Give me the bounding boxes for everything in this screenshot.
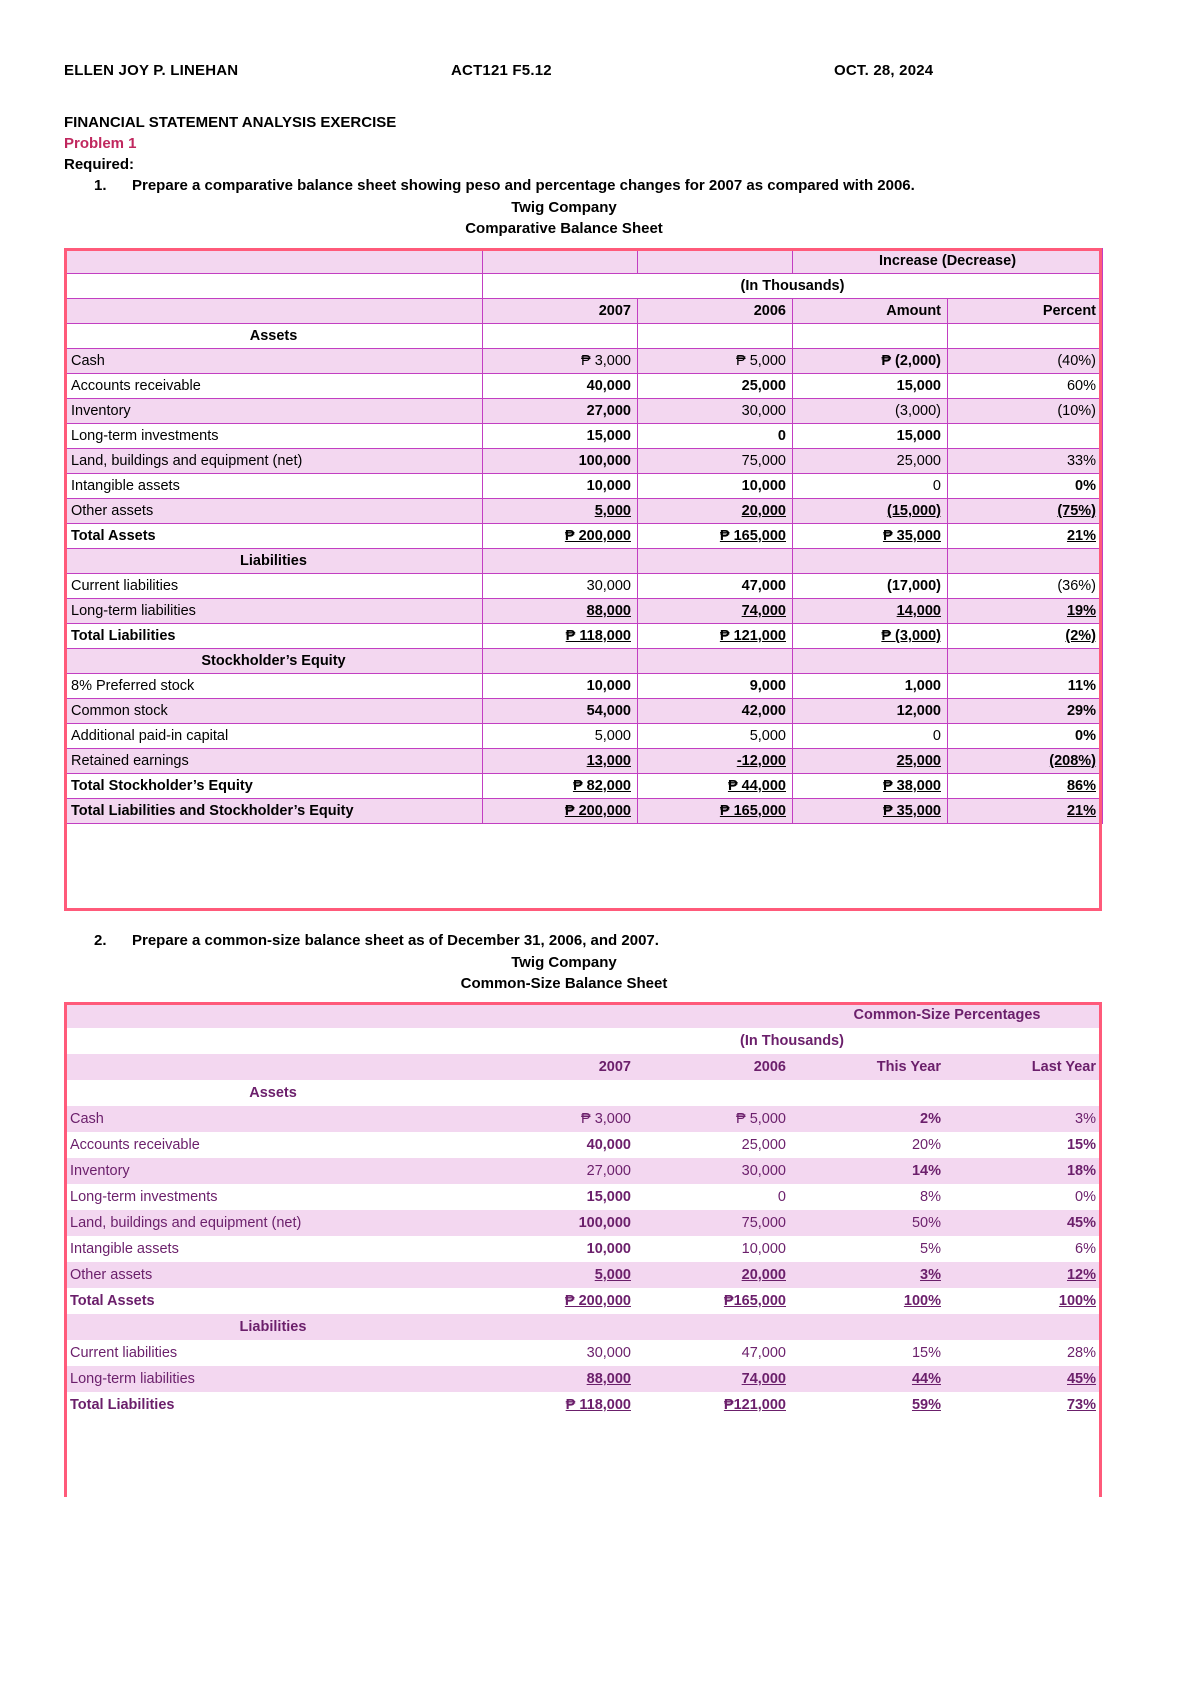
t1-cell-percent: (36%) — [948, 574, 1103, 599]
t2-row-label: Intangible assets — [64, 1236, 482, 1262]
t1-cell-2006: 5,000 — [638, 724, 793, 749]
t1-sect3-b — [483, 649, 638, 674]
t1-cell-2007: ₱ 82,000 — [483, 774, 638, 799]
t1-row-label: Current liabilities — [65, 574, 483, 599]
t2-cell-2006: 10,000 — [637, 1236, 792, 1262]
t2-cell-last-year: 15% — [947, 1132, 1102, 1158]
t1-cell-2007: 88,000 — [483, 599, 638, 624]
t2-sect-b — [482, 1080, 637, 1106]
t1-sect3-e — [948, 649, 1103, 674]
table-row — [65, 499, 1103, 524]
t1-cell-amount: 0 — [793, 724, 948, 749]
t1-cell-amount: 12,000 — [793, 699, 948, 724]
t2-cell-this-year: 2% — [792, 1106, 947, 1132]
t1-cell-2006: 42,000 — [638, 699, 793, 724]
t2-cell-2006: 0 — [637, 1184, 792, 1210]
t2-sect2-e — [947, 1314, 1102, 1340]
t2-row-label: Total Liabilities — [64, 1392, 482, 1418]
t2-cell-2006: ₱165,000 — [637, 1288, 792, 1314]
t2-cell-this-year: 14% — [792, 1158, 947, 1184]
t1-row-label: Cash — [65, 349, 483, 374]
t2-sect2-c — [637, 1314, 792, 1340]
t1-cell-2007: ₱ 200,000 — [483, 799, 638, 824]
t1-row-label: Total Liabilities and Stockholder’s Equity — [65, 799, 483, 824]
table-row — [65, 624, 1103, 649]
table1-statement-title: Comparative Balance Sheet — [465, 220, 663, 237]
t1-cell-percent: 86% — [948, 774, 1103, 799]
t2-row-label: Other assets — [64, 1262, 482, 1288]
t1-cell-percent: 0% — [948, 474, 1103, 499]
t2-col-head-2006: 2006 — [637, 1054, 792, 1080]
t2-cell-last-year: 73% — [947, 1392, 1102, 1418]
t1-sect2-d — [793, 549, 948, 574]
t1-cell-2007: 27,000 — [483, 399, 638, 424]
t1-blank-b1 — [483, 249, 638, 274]
t1-col-head-amount: Amount — [793, 299, 948, 324]
table-row — [65, 449, 1103, 474]
requirement-1-number: 1. — [94, 177, 107, 194]
t2-cell-2006: ₱ 5,000 — [637, 1106, 792, 1132]
table-row — [64, 1366, 1102, 1392]
t2-cell-2007: 40,000 — [482, 1132, 637, 1158]
t2-cell-2006: 30,000 — [637, 1158, 792, 1184]
table-row — [65, 574, 1103, 599]
table-row — [64, 1210, 1102, 1236]
t2-col-head-last-year: Last Year — [947, 1054, 1102, 1080]
t2-blank-b1 — [482, 1002, 637, 1028]
t1-cell-amount: 14,000 — [793, 599, 948, 624]
table-row — [65, 674, 1103, 699]
t1-cell-2006: 0 — [638, 424, 793, 449]
table-row — [64, 1158, 1102, 1184]
t1-cell-2006: ₱ 165,000 — [638, 799, 793, 824]
table1-company: Twig Company — [511, 199, 617, 216]
t2-row-label: Long-term liabilities — [64, 1366, 482, 1392]
t1-sect2-c — [638, 549, 793, 574]
t1-cell-percent — [948, 424, 1103, 449]
t1-cell-2007: 54,000 — [483, 699, 638, 724]
t2-cell-2007: 27,000 — [482, 1158, 637, 1184]
t2-cell-2007: ₱ 118,000 — [482, 1392, 637, 1418]
table2-statement-title: Common-Size Balance Sheet — [460, 975, 668, 992]
comparative-balance-sheet-table — [64, 248, 1103, 824]
t1-cell-percent: 0% — [948, 724, 1103, 749]
table-row — [65, 249, 1103, 274]
t1-cell-2007: 13,000 — [483, 749, 638, 774]
t1-cell-amount: ₱ 35,000 — [793, 799, 948, 824]
t1-cell-2006: 10,000 — [638, 474, 793, 499]
t2-cell-2006: 74,000 — [637, 1366, 792, 1392]
t1-cell-amount: (3,000) — [793, 399, 948, 424]
section-header-row — [64, 1314, 1102, 1340]
table-row — [65, 274, 1103, 299]
t2-cell-this-year: 44% — [792, 1366, 947, 1392]
t1-col-head-2007: 2007 — [483, 299, 638, 324]
t1-cell-2006: 9,000 — [638, 674, 793, 699]
section-header-row — [65, 649, 1103, 674]
t1-col-head-0 — [65, 299, 483, 324]
t2-cell-this-year: 50% — [792, 1210, 947, 1236]
t2-cell-2007: 100,000 — [482, 1210, 637, 1236]
t1-section-liabilities: Liabilities — [65, 549, 483, 574]
t1-cell-2006: ₱ 165,000 — [638, 524, 793, 549]
t2-cell-2006: 20,000 — [637, 1262, 792, 1288]
t1-span-header: Increase (Decrease) — [793, 249, 1103, 274]
section-header-row — [65, 324, 1103, 349]
t2-blank-a2 — [64, 1028, 482, 1054]
t1-row-label: Total Stockholder’s Equity — [65, 774, 483, 799]
t2-units-note: (In Thousands) — [482, 1028, 1102, 1054]
table-row — [64, 1262, 1102, 1288]
t1-cell-2007: ₱ 118,000 — [483, 624, 638, 649]
t2-cell-last-year: 3% — [947, 1106, 1102, 1132]
t2-cell-this-year: 3% — [792, 1262, 947, 1288]
t1-row-label: Common stock — [65, 699, 483, 724]
t2-cell-last-year: 45% — [947, 1366, 1102, 1392]
table2-company: Twig Company — [511, 954, 617, 971]
t2-sect-d — [792, 1080, 947, 1106]
t1-cell-2006: ₱ 44,000 — [638, 774, 793, 799]
t2-cell-last-year: 18% — [947, 1158, 1102, 1184]
common-size-balance-sheet-table — [64, 1002, 1102, 1418]
t1-cell-2006: -12,000 — [638, 749, 793, 774]
requirement-2 — [64, 930, 1064, 952]
t2-cell-last-year: 45% — [947, 1210, 1102, 1236]
table-row — [64, 1106, 1102, 1132]
t1-sect3-d — [793, 649, 948, 674]
t1-col-head-2006: 2006 — [638, 299, 793, 324]
t1-cell-2006: 74,000 — [638, 599, 793, 624]
t1-cell-2006: 20,000 — [638, 499, 793, 524]
t2-cell-2007: 5,000 — [482, 1262, 637, 1288]
t1-row-label: Land, buildings and equipment (net) — [65, 449, 483, 474]
table-row — [65, 599, 1103, 624]
t1-row-label: 8% Preferred stock — [65, 674, 483, 699]
table-header-row — [64, 1054, 1102, 1080]
t2-blank-a1 — [64, 1002, 482, 1028]
t1-cell-amount: ₱ (3,000) — [793, 624, 948, 649]
t1-cell-percent: 29% — [948, 699, 1103, 724]
t1-cell-2007: 5,000 — [483, 724, 638, 749]
t1-sect2-b — [483, 549, 638, 574]
requirement-1 — [64, 175, 1064, 197]
t2-col-head-this-year: This Year — [792, 1054, 947, 1080]
t2-col-head-2007: 2007 — [482, 1054, 637, 1080]
t2-cell-this-year: 15% — [792, 1340, 947, 1366]
table-row — [64, 1288, 1102, 1314]
table-row — [65, 774, 1103, 799]
t1-row-label: Inventory — [65, 399, 483, 424]
t1-cell-2007: 30,000 — [483, 574, 638, 599]
t1-row-label: Accounts receivable — [65, 374, 483, 399]
table-row — [64, 1392, 1102, 1418]
t1-cell-amount: ₱ 35,000 — [793, 524, 948, 549]
t1-cell-amount: 25,000 — [793, 449, 948, 474]
t2-sect-e — [947, 1080, 1102, 1106]
t2-row-label: Current liabilities — [64, 1340, 482, 1366]
t1-cell-2007: 5,000 — [483, 499, 638, 524]
t1-cell-percent: (2%) — [948, 624, 1103, 649]
t2-section-assets: Assets — [64, 1080, 482, 1106]
course-code: ACT121 F5.12 — [451, 62, 552, 79]
table-header-row — [65, 299, 1103, 324]
requirement-2-number: 2. — [94, 932, 107, 949]
t1-cell-percent: (208%) — [948, 749, 1103, 774]
t2-sect-c — [637, 1080, 792, 1106]
t1-cell-2006: 30,000 — [638, 399, 793, 424]
table-row — [65, 424, 1103, 449]
t1-sect-b — [483, 324, 638, 349]
t1-cell-percent: (10%) — [948, 399, 1103, 424]
t1-cell-percent: 33% — [948, 449, 1103, 474]
t2-cell-this-year: 20% — [792, 1132, 947, 1158]
t1-cell-percent: 11% — [948, 674, 1103, 699]
requirement-1-text: Prepare a comparative balance sheet showing peso and percentage changes for 2007 as compared with 2006. — [132, 177, 915, 194]
t1-blank-a2 — [65, 274, 483, 299]
t1-section-assets: Assets — [65, 324, 483, 349]
t2-row-label: Total Assets — [64, 1288, 482, 1314]
table-row — [65, 474, 1103, 499]
section-header-row — [65, 549, 1103, 574]
t1-cell-2006: 75,000 — [638, 449, 793, 474]
t2-cell-last-year: 28% — [947, 1340, 1102, 1366]
t1-cell-2006: ₱ 5,000 — [638, 349, 793, 374]
t1-sect-c — [638, 324, 793, 349]
t2-section-liabilities: Liabilities — [64, 1314, 482, 1340]
t1-cell-percent: 21% — [948, 799, 1103, 824]
t1-cell-percent: 19% — [948, 599, 1103, 624]
t2-row-label: Cash — [64, 1106, 482, 1132]
t2-span-header: Common-Size Percentages — [792, 1002, 1102, 1028]
t1-cell-amount: 15,000 — [793, 424, 948, 449]
t2-cell-last-year: 12% — [947, 1262, 1102, 1288]
t2-sect2-d — [792, 1314, 947, 1340]
t2-blank-c1 — [637, 1002, 792, 1028]
t2-col-head-0 — [64, 1054, 482, 1080]
table-row — [64, 1002, 1102, 1028]
table-row — [65, 524, 1103, 549]
t1-cell-2007: 10,000 — [483, 474, 638, 499]
requirement-2-text: Prepare a common-size balance sheet as of December 31, 2006, and 2007. — [132, 932, 659, 949]
table-row — [64, 1028, 1102, 1054]
t1-row-label: Intangible assets — [65, 474, 483, 499]
table-row — [64, 1340, 1102, 1366]
t2-cell-last-year: 6% — [947, 1236, 1102, 1262]
t1-row-label: Additional paid-in capital — [65, 724, 483, 749]
t1-row-label: Other assets — [65, 499, 483, 524]
t2-cell-2007: 30,000 — [482, 1340, 637, 1366]
table-row — [64, 1236, 1102, 1262]
t2-cell-2006: 75,000 — [637, 1210, 792, 1236]
t2-cell-2007: 15,000 — [482, 1184, 637, 1210]
t1-row-label: Total Assets — [65, 524, 483, 549]
t1-cell-amount: (17,000) — [793, 574, 948, 599]
t1-cell-2007: ₱ 3,000 — [483, 349, 638, 374]
t1-cell-amount: (15,000) — [793, 499, 948, 524]
t2-row-label: Inventory — [64, 1158, 482, 1184]
table-row — [65, 749, 1103, 774]
student-name: ELLEN JOY P. LINEHAN — [64, 62, 239, 79]
t1-sect-d — [793, 324, 948, 349]
t2-row-label: Long-term investments — [64, 1184, 482, 1210]
table-row — [65, 724, 1103, 749]
t1-cell-percent: 21% — [948, 524, 1103, 549]
t1-cell-amount: 0 — [793, 474, 948, 499]
table-row — [65, 399, 1103, 424]
problem-label: Problem 1 — [64, 135, 137, 152]
t1-row-label: Retained earnings — [65, 749, 483, 774]
t1-section-equity: Stockholder’s Equity — [65, 649, 483, 674]
t1-sect3-c — [638, 649, 793, 674]
t1-cell-percent: 60% — [948, 374, 1103, 399]
t1-cell-2007: 100,000 — [483, 449, 638, 474]
table-row — [65, 374, 1103, 399]
t2-cell-last-year: 0% — [947, 1184, 1102, 1210]
t2-cell-last-year: 100% — [947, 1288, 1102, 1314]
t2-sect2-b — [482, 1314, 637, 1340]
t1-cell-2006: 25,000 — [638, 374, 793, 399]
t2-row-label: Accounts receivable — [64, 1132, 482, 1158]
table-row — [65, 699, 1103, 724]
t2-cell-this-year: 59% — [792, 1392, 947, 1418]
t1-cell-amount: 15,000 — [793, 374, 948, 399]
t1-cell-2007: ₱ 200,000 — [483, 524, 638, 549]
t1-cell-2007: 40,000 — [483, 374, 638, 399]
table-row — [64, 1132, 1102, 1158]
t2-cell-2006: ₱121,000 — [637, 1392, 792, 1418]
t1-cell-2006: ₱ 121,000 — [638, 624, 793, 649]
t2-cell-2007: 88,000 — [482, 1366, 637, 1392]
t2-cell-2006: 47,000 — [637, 1340, 792, 1366]
requirement-2-block — [64, 930, 1064, 994]
t1-units-note: (In Thousands) — [483, 274, 1103, 299]
t1-sect-e — [948, 324, 1103, 349]
t2-cell-2007: 10,000 — [482, 1236, 637, 1262]
required-label: Required: — [64, 156, 135, 173]
t2-cell-2007: ₱ 200,000 — [482, 1288, 637, 1314]
t1-row-label: Total Liabilities — [65, 624, 483, 649]
t2-cell-2007: ₱ 3,000 — [482, 1106, 637, 1132]
t1-row-label: Long-term liabilities — [65, 599, 483, 624]
t2-cell-this-year: 5% — [792, 1236, 947, 1262]
t1-cell-2007: 10,000 — [483, 674, 638, 699]
table-row — [64, 1184, 1102, 1210]
document-header — [64, 62, 1064, 84]
t2-row-label: Land, buildings and equipment (net) — [64, 1210, 482, 1236]
t1-cell-2007: 15,000 — [483, 424, 638, 449]
table-row — [65, 799, 1103, 824]
t1-cell-percent: (75%) — [948, 499, 1103, 524]
t1-cell-amount: 1,000 — [793, 674, 948, 699]
t2-cell-2006: 25,000 — [637, 1132, 792, 1158]
section-header-row — [64, 1080, 1102, 1106]
t1-blank-a1 — [65, 249, 483, 274]
t1-sect2-e — [948, 549, 1103, 574]
t1-row-label: Long-term investments — [65, 424, 483, 449]
exercise-title: FINANCIAL STATEMENT ANALYSIS EXERCISE — [64, 114, 397, 131]
t1-blank-c1 — [638, 249, 793, 274]
t1-cell-percent: (40%) — [948, 349, 1103, 374]
t1-cell-amount: ₱ 38,000 — [793, 774, 948, 799]
t2-cell-this-year: 100% — [792, 1288, 947, 1314]
t1-cell-2006: 47,000 — [638, 574, 793, 599]
table-row — [65, 349, 1103, 374]
t1-col-head-percent: Percent — [948, 299, 1103, 324]
t1-cell-amount: ₱ (2,000) — [793, 349, 948, 374]
t2-cell-this-year: 8% — [792, 1184, 947, 1210]
t1-cell-amount: 25,000 — [793, 749, 948, 774]
intro-block — [64, 112, 1064, 239]
date-text: OCT. 28, 2024 — [834, 62, 934, 79]
